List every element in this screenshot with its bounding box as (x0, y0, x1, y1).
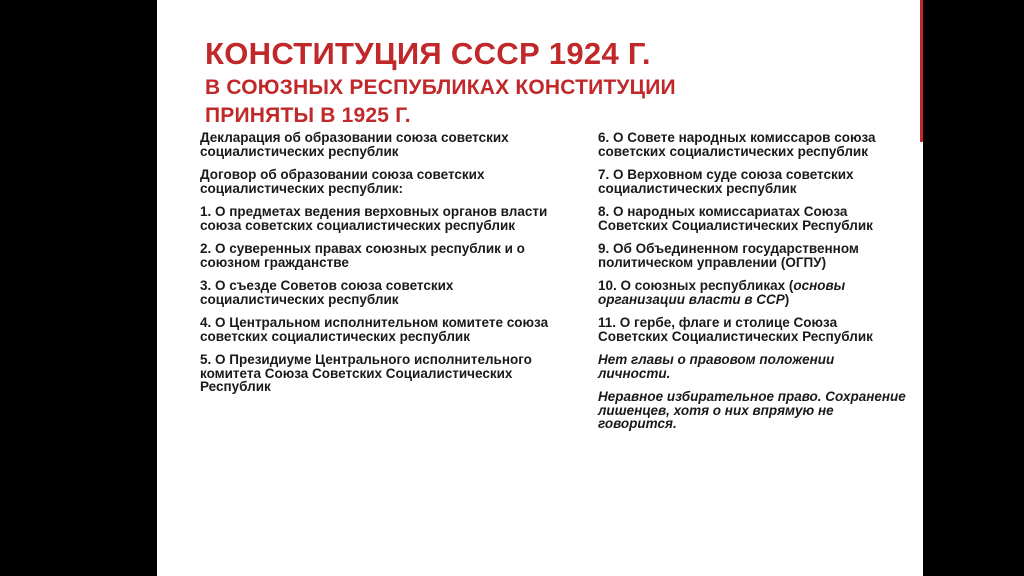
list-item: 9. Об Объединенном государственном политическом управлении (ОГПУ) (598, 241, 859, 270)
item10-suffix: ) (784, 291, 790, 307)
list-item: 2. О суверенных правах союзных республик и о союзном гражданстве (200, 241, 525, 270)
subtitle-line-2: ПРИНЯТЫ В 1925 Г. (205, 104, 411, 127)
list-item: Декларация об образовании союза советских социалистических республик (200, 130, 509, 159)
list-item: 3. О съезде Советов союза советских социалистических республик (200, 278, 454, 307)
note-unequal-suffrage: Неравное избирательное право. Сохранение лишенцев, хотя о них впрямую не говорится. (598, 389, 906, 431)
note-personal-rights: Нет главы о правовом положении личности. (598, 352, 835, 381)
slide-subtitle (205, 74, 676, 130)
list-item: 11. О гербе, флаге и столице Союза Советских Социалистических Республик (598, 315, 873, 344)
item10-italic: основы организации власти в ССР (598, 278, 846, 307)
list-item: 6. О Совете народных комиссаров союза советских социалистических республик (598, 130, 876, 159)
accent-bar (920, 0, 923, 142)
item10-prefix: 10. О союзных республиках ( (598, 278, 794, 293)
list-item-10 (598, 279, 908, 306)
list-item: 5. О Президиуме Центрального исполнительного комитета Союза Советских Социалистических Республик (200, 352, 532, 394)
right-column (598, 131, 908, 441)
list-item: 8. О народных комиссариатах Союза Советских Социалистических Республик (598, 204, 873, 233)
left-column (200, 131, 580, 404)
list-item: 4. О Центральном исполнительном комитете союза советских социалистических республик (200, 315, 549, 344)
slide (157, 0, 923, 576)
subtitle-line-1: В СОЮЗНЫХ РЕСПУБЛИКАХ КОНСТИТУЦИИ (205, 76, 676, 99)
list-item: 1. О предметах ведения верховных органов власти союза советских социалистических республик (200, 204, 548, 233)
list-item: 7. О Верховном суде союза советских социалистических республик (598, 167, 854, 196)
slide-title: КОНСТИТУЦИЯ СССР 1924 Г. (205, 36, 651, 71)
list-item: Договор об образовании союза советских социалистических республик: (200, 167, 485, 196)
